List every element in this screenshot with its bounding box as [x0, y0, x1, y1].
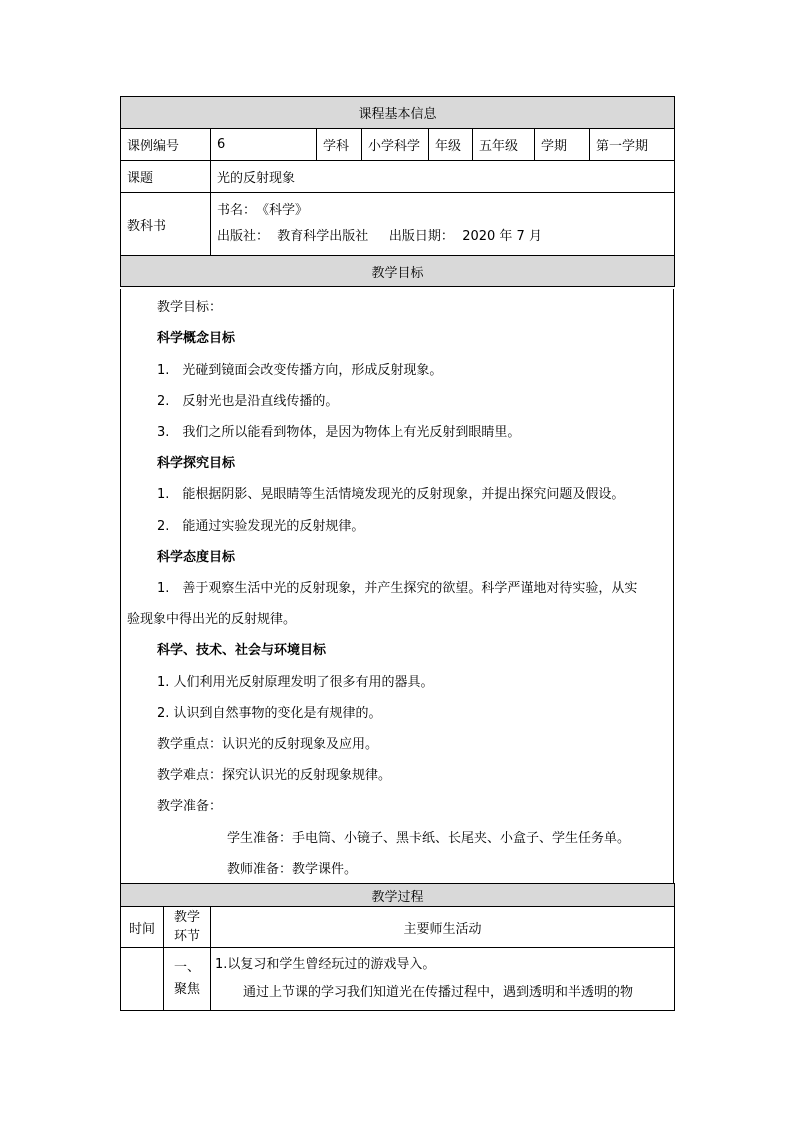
- key-point: 教学重点：认识光的反射现象及应用。: [157, 737, 379, 752]
- row1-stage-line-2: 聚焦: [173, 982, 200, 997]
- book-publisher: 出版社： 教育科学出版社 出版日期： 2020 年 7 月: [217, 229, 542, 244]
- grade-value: 五年级: [473, 129, 535, 161]
- case-no-label: 课例编号: [121, 129, 211, 161]
- textbook-details: [211, 193, 675, 256]
- objectives-intro: 教学目标：: [157, 300, 223, 315]
- row1-activity: [211, 948, 675, 1011]
- inquiry-item: 2. 能通过实验发现光的反射规律。: [157, 519, 365, 534]
- topic-value: 光的反射现象: [211, 161, 675, 193]
- concept-item: 1. 光碰到镜面会改变传播方向，形成反射现象。: [157, 363, 443, 378]
- case-no-value: 6: [211, 129, 317, 161]
- difficulty: 教学难点：探究认识光的反射现象规律。: [157, 768, 392, 783]
- textbook-label: 教科书: [121, 193, 211, 256]
- course-info-header: 课程基本信息: [121, 97, 675, 129]
- semester-value: 第一学期: [590, 129, 675, 161]
- topic-label: 课题: [121, 161, 211, 193]
- col-stage: [164, 907, 211, 948]
- process-table: [120, 883, 675, 1011]
- sts-title: 科学、技术、社会与环境目标: [157, 643, 327, 658]
- prep-label: 教学准备：: [157, 799, 223, 814]
- col-stage-line-1: 教学: [173, 910, 200, 925]
- objectives-header: 教学目标: [121, 256, 675, 287]
- book-name: 书名： 《科学》: [217, 203, 309, 218]
- row1-activity-line-1: 1.以复习和学生曾经玩过的游戏导入。: [215, 957, 436, 972]
- row1-time: [121, 948, 164, 1011]
- col-activity: 主要师生活动: [211, 907, 675, 948]
- grade-label: 年级: [429, 129, 473, 161]
- inquiry-title: 科学探究目标: [157, 456, 236, 471]
- subject-label: 学科: [317, 129, 362, 161]
- student-prep: 学生准备：手电筒、小镜子、黑卡纸、长尾夹、小盒子、学生任务单。: [227, 831, 631, 846]
- row1-stage: [164, 948, 211, 1011]
- row1-stage-line-1: 一、: [173, 960, 200, 975]
- inquiry-item: 1. 能根据阴影、晃眼睛等生活情境发现光的反射现象，并提出探究问题及假设。: [157, 487, 625, 502]
- sts-item: 1. 人们利用光反射原理发明了很多有用的器具。: [157, 675, 434, 690]
- col-stage-line-2: 环节: [173, 929, 200, 944]
- row1-activity-line-2: 通过上节课的学习我们知道光在传播过程中，遇到透明和半透明的物: [243, 985, 634, 1000]
- concept-title: 科学概念目标: [157, 331, 236, 346]
- concept-item: 3. 我们之所以能看到物体，是因为物体上有光反射到眼睛里。: [157, 425, 521, 440]
- attitude-line-1: 1. 善于观察生活中光的反射现象，并产生探究的欲望。科学严谨地对待实验，从实: [157, 581, 638, 596]
- col-time: 时间: [121, 907, 164, 948]
- course-info-table: [120, 96, 675, 287]
- concept-item: 2. 反射光也是沿直线传播的。: [157, 394, 339, 409]
- objectives-body: [120, 289, 674, 883]
- attitude-title: 科学态度目标: [157, 550, 236, 565]
- sts-item: 2. 认识到自然事物的变化是有规律的。: [157, 706, 382, 721]
- semester-label: 学期: [535, 129, 590, 161]
- process-header: 教学过程: [121, 884, 675, 907]
- subject-value: 小学科学: [362, 129, 429, 161]
- attitude-line-2: 验现象中得出光的反射规律。: [127, 612, 297, 627]
- teacher-prep: 教师准备：教学课件。: [227, 862, 358, 877]
